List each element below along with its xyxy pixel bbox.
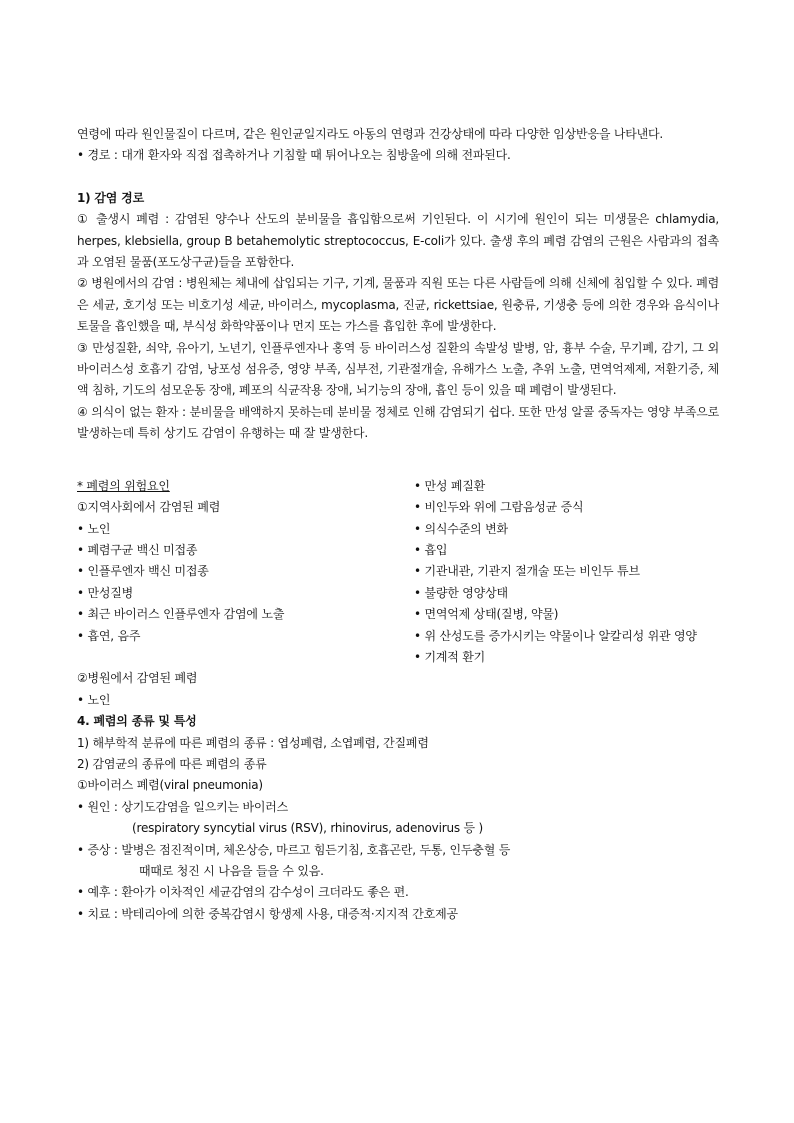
cause-detail: (respiratory syncytial virus (RSV), rhinovirus, adenovirus 등 ) <box>132 821 484 836</box>
list-item: • 비인두와 위에 그람음성균 증식 <box>414 500 584 515</box>
route-summary: • 경로 : 대개 환자와 직접 접촉하거나 기침할 때 튀어나오는 침방울에 의해 전파된다. <box>77 148 511 163</box>
treatment-line: • 치료 : 박테리아에 의한 중복감염시 항생제 사용, 대증적·지지적 간호제공 <box>77 906 458 921</box>
list-item: • 불량한 영양상태 <box>414 585 508 600</box>
risk-factors-heading: * 폐렴의 위험요인 <box>77 478 170 493</box>
list-item: • 노인 <box>77 521 111 536</box>
intro-paragraph: 연령에 따라 원인물질이 다르며, 같은 원인균일지라도 아동의 연령과 건강상태에 따라 다양한 임상반응을 나타낸다. <box>77 127 664 141</box>
list-item: • 폐렴구균 백신 미접종 <box>77 542 198 557</box>
list-item: • 흡입 <box>414 542 448 557</box>
risk-factors-right-column <box>414 476 719 711</box>
risk-factors-left-column <box>77 476 414 711</box>
list-item: • 인플루엔자 백신 미접종 <box>77 564 209 579</box>
types-line: ①바이러스 폐렴(viral pneumonia) <box>77 778 263 793</box>
spacer <box>77 167 719 188</box>
spacer <box>77 647 414 668</box>
spacer <box>77 445 719 476</box>
list-item: • 노인 <box>77 692 111 707</box>
list-item: • 위 산성도를 증가시키는 약물이나 알칼리성 위관 영양 <box>414 628 697 643</box>
hospital-title: ②병원에서 감염된 폐렴 <box>77 671 198 686</box>
list-item: • 최근 바이러스 인플루엔자 감염에 노출 <box>77 607 285 622</box>
route-item-3: ③ 만성질환, 쇠약, 유아기, 노년기, 인플루엔자나 홍역 등 바이러스성 질환의 속발성 발병, 암, 흉부 수술, 무기폐, 감기, 그 외 바이러스성 호흡기 감염, 낭포성 섬유증, 영양 부족, 심부전, 기관절개술, 유해가스 노출, 추위 노출, 면역억제제, 저환기증, 체액 침하, 기도의 섬모운동 장애, 폐포의 식균작용 장애, 뇌기능의 장애, 흡인 등이 있을 때 폐렴이 발생된다. <box>77 340 719 398</box>
route-item-1: ① 출생시 폐렴 : 감염된 양수나 산도의 분비물을 흡입함으로써 기인된다. 이 시기에 원인이 되는 미생물은 chlamydia, herpes, klebsiella, group B betahemolytic streptococcus, E-coli가 있다. 출생 후의 폐렴 감염의 근원은 사람과의 접촉과 오염된 물품(포도상구균)들을 포함한다. <box>77 212 719 270</box>
list-item: • 흡연, 음주 <box>77 628 141 643</box>
list-item: • 면역억제 상태(질병, 약물) <box>414 607 559 622</box>
prognosis-line: • 예후 : 환아가 이차적인 세균감염의 감수성이 크더라도 좋은 편. <box>77 885 409 900</box>
list-item: • 의식수준의 변화 <box>414 521 508 536</box>
list-item: • 기계적 환기 <box>414 649 486 664</box>
symptom-line: • 증상 : 발병은 점진적이며, 체온상승, 마르고 힘든기침, 호흡곤란, 두통, 인두충혈 등 <box>77 842 511 857</box>
list-item: • 만성 폐질환 <box>414 478 486 493</box>
route-item-4: ④ 의식이 없는 환자 : 분비물을 배액하지 못하는데 분비물 정체로 인해 감염되기 쉽다. 또한 만성 알콜 중독자는 영양 부족으로 발생하는데 특히 상기도 감염이 유행하는 때 잘 발생한다. <box>77 404 719 441</box>
list-item: • 만성질병 <box>77 585 134 600</box>
symptom-detail: 때때로 청진 시 나음을 들을 수 있음. <box>139 863 324 878</box>
list-item: • 기관내관, 기관지 절개술 또는 비인두 튜브 <box>414 564 640 579</box>
route-item-2: ② 병원에서의 감염 : 병원체는 체내에 삽입되는 기구, 기계, 물품과 직원 또는 다른 사람들에 의해 신체에 침입할 수 있다. 폐렴은 세균, 호기성 또는 비호기성 세균, 바이러스, mycoplasma, 진균, rickettsiae, 원충류, 기생충 등에 의한 경우와 음식이나 토물을 흡인했을 때, 부식성 화학약품이나 먼지 또는 가스를 흡입한 후에 발생한다. <box>77 276 719 334</box>
types-line: • 원인 : 상기도감염을 일으키는 바이러스 <box>77 799 289 814</box>
risk-factors-block <box>77 476 719 711</box>
section-heading-types: 4. 폐렴의 종류 및 특성 <box>77 714 197 729</box>
document-page <box>77 124 719 925</box>
types-line: 2) 감염균의 종류에 따른 폐렴의 종류 <box>77 756 267 771</box>
community-title: ①지역사회에서 감염된 폐렴 <box>77 500 221 515</box>
types-line: 1) 해부학적 분류에 따른 폐렴의 종류 : 엽성폐렴, 소엽폐렴, 간질폐렴 <box>77 735 429 750</box>
section-heading-infection-route: 1) 감염 경로 <box>77 190 144 205</box>
